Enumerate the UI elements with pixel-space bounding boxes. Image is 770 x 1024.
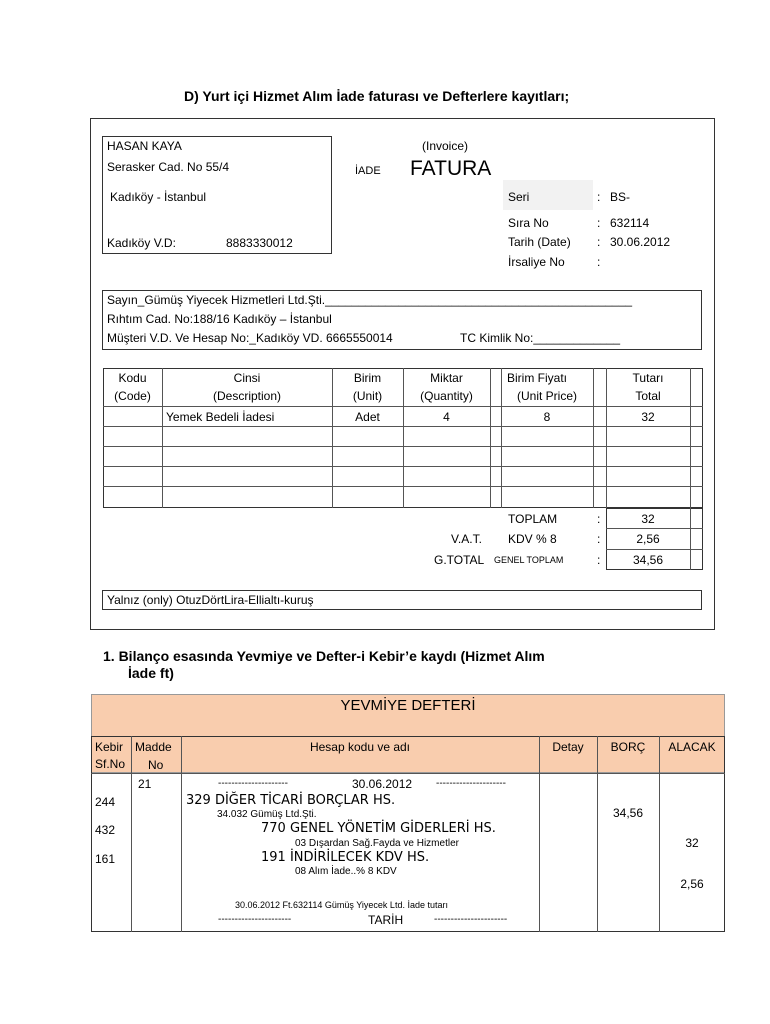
borc-1: 34,56 <box>612 806 644 820</box>
footer-tarih: TARİH <box>368 913 404 927</box>
col-madde-no: No <box>148 758 164 772</box>
col-qty-header-en: (Quantity) <box>420 389 473 403</box>
buyer-tc: TC Kimlik No:_____________ <box>460 331 621 345</box>
vat-label: V.A.T. <box>451 532 482 546</box>
col-desc-header: Cinsi <box>233 371 261 385</box>
footer-dash-left: ---------------------- <box>218 914 292 925</box>
account-3: 191 İNDİRİLECEK KDV HS. <box>261 850 430 865</box>
genel-toplam-label: GENEL TOPLAM <box>494 555 564 565</box>
col-desc-header-en: (Description) <box>212 389 281 403</box>
account-2: 770 GENEL YÖNETİM GİDERLERİ HS. <box>261 821 496 836</box>
gtotal-colon: : <box>597 553 601 567</box>
tarih-value: 30.06.2012 <box>610 235 671 249</box>
seller-address-2: Kadıköy - İstanbul <box>110 190 207 204</box>
kebir-1: 244 <box>95 795 116 809</box>
journal-title: YEVMİYE DEFTERİ <box>340 697 476 714</box>
seri-value: BS- <box>610 190 631 204</box>
kdv-value: 2,56 <box>636 532 660 546</box>
fatura-title: FATURA <box>410 157 492 180</box>
tarih-colon: : <box>597 235 601 249</box>
col-detay: Detay <box>552 740 584 754</box>
tarih-label: Tarih (Date) <box>508 235 571 249</box>
kebir-3: 161 <box>95 852 116 866</box>
item-price: 8 <box>543 410 551 424</box>
col-code-header-en: (Code) <box>114 389 151 403</box>
sira-value: 632114 <box>610 216 650 230</box>
account-1-sub: 34.032 Gümüş Ltd.Şti. <box>217 809 317 820</box>
toplam-colon: : <box>597 512 601 526</box>
toplam-value: 32 <box>641 512 655 526</box>
seri-label: Seri <box>508 190 530 204</box>
buyer-line-2: Rıhtım Cad. No:188/16 Kadıköy – İstanbul <box>107 312 332 326</box>
seller-tax-no: 8883330012 <box>226 236 293 250</box>
section2-title-line1: 1. Bilanço esasında Yevmiye ve Defter-i Kebir’e kaydı (Hizmet Alım <box>103 648 545 664</box>
col-kebir-sf: Sf.No <box>95 757 126 771</box>
footer-dash-right: ---------------------- <box>434 914 508 925</box>
col-unit-header: Birim <box>353 371 382 385</box>
col-price-header-en: (Unit Price) <box>516 389 577 403</box>
item-total: 32 <box>641 410 655 424</box>
buyer-line-3: Müşteri V.D. Ve Hesap No:_Kadıköy VD. 6665550014 <box>107 331 393 345</box>
kdv-label: KDV % 8 <box>508 532 557 546</box>
iade-label: İADE <box>355 165 381 177</box>
journal-date: 30.06.2012 <box>352 777 413 791</box>
journal-note: 30.06.2012 Ft.632114 Gümüş Yiyecek Ltd. İade tutarı <box>235 900 448 910</box>
kebir-2: 432 <box>95 823 116 837</box>
seller-name: HASAN KAYA <box>107 139 182 153</box>
account-1: 329 DİĞER TİCARİ BORÇLAR HS. <box>186 793 396 808</box>
item-qty: 4 <box>443 410 450 424</box>
date-dash-left: --------------------- <box>218 778 288 789</box>
toplam-label: TOPLAM <box>508 512 558 526</box>
col-kebir: Kebir <box>95 740 124 754</box>
alacak-3: 2,56 <box>680 877 704 891</box>
col-borc: BORÇ <box>610 740 646 754</box>
account-3-sub: 08 Alım İade..% 8 KDV <box>295 866 397 877</box>
col-qty-header: Miktar <box>430 371 463 385</box>
invoice-en-label: (Invoice) <box>422 139 469 153</box>
section-title: D) Yurt içi Hizmet Alım İade faturası ve Defterlere kayıtları; <box>184 88 570 104</box>
gtotal-label: G.TOTAL <box>434 553 485 567</box>
col-total-header-en: Total <box>635 389 661 403</box>
seller-address-1: Serasker Cad. No 55/4 <box>107 160 230 174</box>
alacak-2: 32 <box>685 836 699 850</box>
irsaliye-colon: : <box>597 255 601 269</box>
col-unit-header-en: (Unit) <box>352 389 383 403</box>
section2-title-line2: İade ft) <box>128 665 174 681</box>
sira-label: Sıra No <box>508 216 549 230</box>
item-unit: Adet <box>355 410 380 424</box>
seri-colon: : <box>597 190 601 204</box>
madde-no: 21 <box>138 777 152 791</box>
sira-colon: : <box>597 216 601 230</box>
gtotal-value: 34,56 <box>632 553 664 567</box>
kdv-colon: : <box>597 532 601 546</box>
col-price-header: Birim Fiyatı <box>507 371 567 385</box>
item-desc: Yemek Bedeli İadesi <box>166 410 275 424</box>
col-madde: Madde <box>135 740 172 754</box>
col-code-header: Kodu <box>118 371 147 385</box>
seller-tax-office: Kadıköy V.D: <box>107 236 176 250</box>
col-hesap: Hesap kodu ve adı <box>309 740 411 754</box>
amount-words: Yalnız (only) OtuzDörtLira-Ellialtı-kuruş <box>107 593 314 607</box>
account-2-sub: 03 Dışardan Sağ.Fayda ve Hizmetler <box>295 838 459 849</box>
col-total-header: Tutarı <box>632 371 664 385</box>
col-alacak: ALACAK <box>668 740 716 754</box>
date-dash-right: --------------------- <box>436 778 506 789</box>
irsaliye-label: İrsaliye No <box>508 255 565 269</box>
buyer-line-1: Sayın_Gümüş Yiyecek Hizmetleri Ltd.Şti.______________________________________________ <box>107 293 633 307</box>
